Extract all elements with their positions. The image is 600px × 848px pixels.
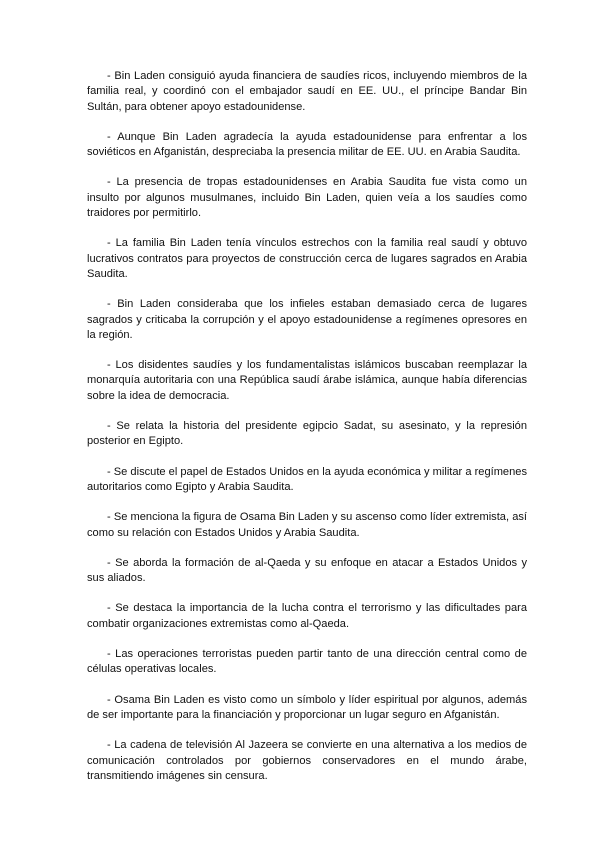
paragraph: - Se menciona la figura de Osama Bin Laden y su ascenso como líder extremista, así como su relación con Estados Unidos y Arabia Saudita. <box>87 511 527 539</box>
document-body <box>87 69 527 799</box>
paragraph: - Se destaca la importancia de la lucha contra el terrorismo y las dificultades para combatir organizaciones extremistas como al-Qaeda. <box>87 602 527 630</box>
paragraph: - La cadena de televisión Al Jazeera se convierte en una alternativa a los medios de comunicación controlados por gobiernos conservadores en el mundo árabe, transmitiendo imágenes sin censura. <box>87 739 527 782</box>
paragraph: - Aunque Bin Laden agradecía la ayuda estadounidense para enfrentar a los soviéticos en Afganistán, despreciaba la presencia militar de EE. UU. en Arabia Saudita. <box>87 130 527 159</box>
paragraph: - Se discute el papel de Estados Unidos en la ayuda económica y militar a regímenes autoritarios como Egipto y Arabia Saudita. <box>87 465 527 493</box>
paragraph: - Osama Bin Laden es visto como un símbolo y líder espiritual por algunos, además de ser importante para la financiación y proporcionar un lugar seguro en Afganistán. <box>87 693 527 721</box>
paragraph: - Las operaciones terroristas pueden partir tanto de una dirección central como de células operativas locales. <box>87 648 527 676</box>
paragraph: - Bin Laden consiguió ayuda financiera de saudíes ricos, incluyendo miembros de la familia real, y coordinó con el embajador saudí en EE. UU., el príncipe Bandar Bin Sultán, para obtener apoyo estadounidense. <box>87 70 527 113</box>
paragraph: - La presencia de tropas estadounidenses en Arabia Saudita fue vista como un insulto por algunos musulmanes, incluido Bin Laden, quien veía a los saudíes como traidores por permitirlo. <box>87 176 527 220</box>
paragraph: - Se aborda la formación de al-Qaeda y su enfoque en atacar a Estados Unidos y sus aliados. <box>87 556 527 585</box>
paragraph: - La familia Bin Laden tenía vínculos estrechos con la familia real saudí y obtuvo lucrativos contratos para proyectos de construcción cerca de lugares sagrados en Arabia Saudita. <box>87 237 527 280</box>
paragraph: - Bin Laden consideraba que los infieles estaban demasiado cerca de lugares sagrados y criticaba la corrupción y el apoyo estadounidense a regímenes opresores en la región. <box>87 298 527 341</box>
paragraph: - Los disidentes saudíes y los fundamentalistas islámicos buscaban reemplazar la monarquía autoritaria con una República saudí árabe islámica, aunque había diferencias sobre la idea de democracia. <box>87 359 527 402</box>
paragraph: - Se relata la historia del presidente egipcio Sadat, su asesinato, y la represión posterior en Egipto. <box>87 420 527 448</box>
